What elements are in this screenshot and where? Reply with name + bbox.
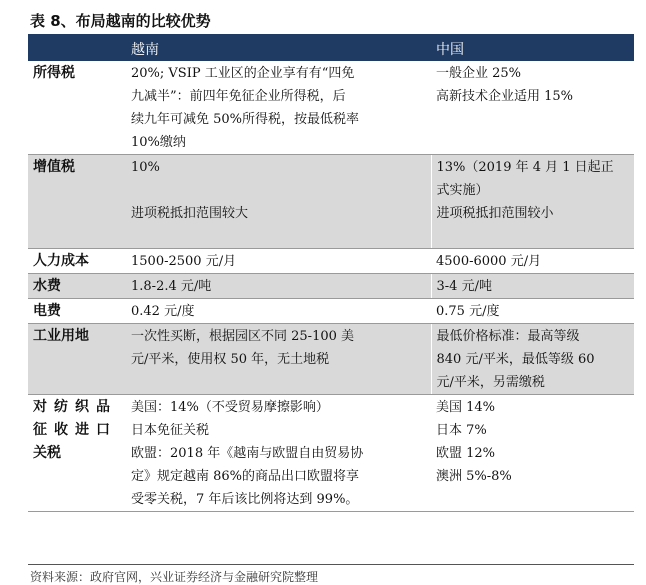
row-label-line: 征收进口 xyxy=(33,422,117,438)
cell-line: 日本 7% xyxy=(436,423,487,438)
china-cell: 4500-6000 元/月 xyxy=(431,249,634,274)
cell-line: 定》规定越南 86%的商品出口欧盟将享 xyxy=(131,469,360,484)
cell-line: 式实施） xyxy=(436,183,489,198)
china-cell: 0.75 元/度 xyxy=(431,299,634,324)
table-row xyxy=(28,249,634,274)
vietnam-cell xyxy=(126,324,431,395)
cell-line: 受零关税，7 年后该比例将达到 99%。 xyxy=(131,492,359,507)
cell-line: 进项税抵扣范围较小 xyxy=(436,206,554,221)
cell-line: 欧盟：2018 年《越南与欧盟自由贸易协 xyxy=(131,446,364,461)
table-row xyxy=(28,299,634,324)
china-cell xyxy=(431,395,634,512)
row-label: 人力成本 xyxy=(28,249,126,274)
vietnam-cell xyxy=(126,155,431,249)
source-note: 资料来源：政府官网，兴业证券经济与金融研究院整理 xyxy=(30,570,319,584)
header-china: 中国 xyxy=(431,35,634,61)
table-title: 表 8、布局越南的比较优势 xyxy=(30,12,211,30)
cell-line: 元/平米，使用权 50 年，无土地税 xyxy=(131,352,330,367)
cell-line: 澳洲 5%-8% xyxy=(436,469,512,484)
table-row xyxy=(28,324,634,395)
source-divider xyxy=(28,564,634,565)
cell-line: 美国 14% xyxy=(436,400,496,415)
china-cell xyxy=(431,155,634,249)
row-label: 所得税 xyxy=(28,61,126,155)
cell-line: 最低价格标准：最高等级 xyxy=(436,329,580,344)
table-header-row xyxy=(28,35,634,61)
comparison-table xyxy=(28,34,634,512)
china-cell xyxy=(431,324,634,395)
cell-line xyxy=(131,179,425,202)
cell-line: 13%（2019 年 4 月 1 日起正 xyxy=(436,160,614,175)
table-row xyxy=(28,155,634,249)
cell-line: 九减半”：前四年免征企业所得税，后 xyxy=(131,89,346,104)
vietnam-cell xyxy=(126,395,431,512)
cell-spacer xyxy=(131,225,425,248)
row-label: 水费 xyxy=(28,274,126,299)
row-label: 电费 xyxy=(28,299,126,324)
cell-line: 日本免征关税 xyxy=(131,423,210,438)
vietnam-cell xyxy=(126,61,431,155)
cell-line: 续九年可减免 50%所得税，按最低税率 xyxy=(131,112,360,127)
row-label-line: 对纺织品 xyxy=(33,399,117,415)
cell-line: 欧盟 12% xyxy=(436,446,496,461)
row-label xyxy=(28,395,126,512)
cell-line: 元/平米，另需缴税 xyxy=(436,375,545,390)
china-cell xyxy=(431,61,634,155)
table-row xyxy=(28,274,634,299)
cell-line: 美国：14%（不受贸易摩擦影响） xyxy=(131,400,329,415)
cell-line: 10%缴纳 xyxy=(131,135,186,150)
cell-line: 20%; VSIP 工业区的企业享有有“四免 xyxy=(131,66,355,81)
china-cell: 3-4 元/吨 xyxy=(431,274,634,299)
cell-line: 840 元/平米，最低等级 60 xyxy=(436,352,595,367)
table-row xyxy=(28,61,634,155)
vietnam-cell: 1.8-2.4 元/吨 xyxy=(126,274,431,299)
table-row xyxy=(28,395,634,512)
cell-line: 一次性买断，根据园区不同 25-100 美 xyxy=(131,329,355,344)
row-label: 增值税 xyxy=(28,155,126,249)
cell-line: 一般企业 25% xyxy=(436,66,522,81)
cell-line: 高新技术企业适用 15% xyxy=(436,89,574,104)
row-label-line: 关税 xyxy=(33,445,61,461)
row-label: 工业用地 xyxy=(28,324,126,395)
vietnam-cell: 0.42 元/度 xyxy=(126,299,431,324)
cell-line: 10% xyxy=(131,160,160,175)
header-vietnam: 越南 xyxy=(126,35,431,61)
vietnam-cell: 1500-2500 元/月 xyxy=(126,249,431,274)
cell-line: 进项税抵扣范围较大 xyxy=(131,206,249,221)
header-blank xyxy=(28,35,126,61)
